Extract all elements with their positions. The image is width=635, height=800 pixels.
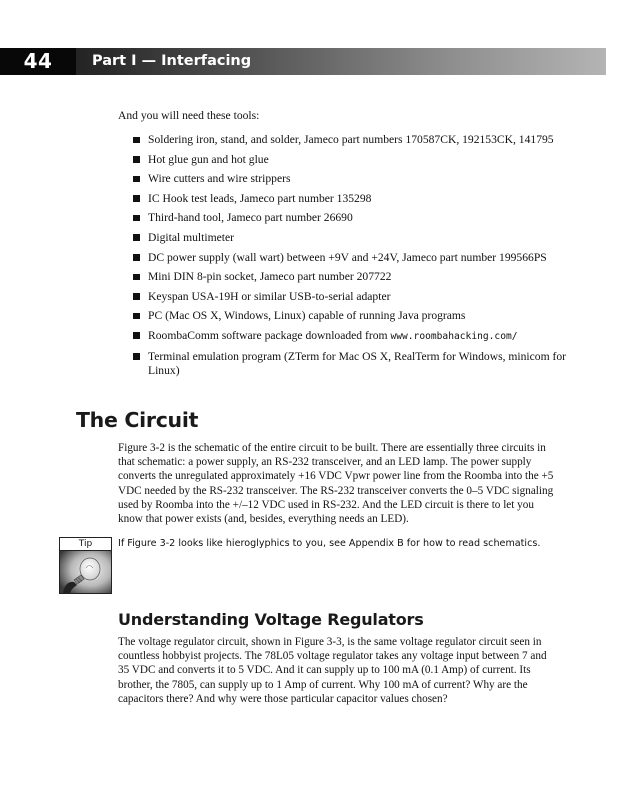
list-item — [133, 270, 573, 284]
list-item — [133, 192, 573, 206]
page-number: 44 — [0, 48, 76, 75]
list-item-text: Soldering iron, stand, and solder, Jameco part numbers 170587CK, 192153CK, 141795 — [148, 133, 554, 146]
list-item-text: Keyspan USA-19H or similar USB-to-serial adapter — [148, 289, 391, 303]
roombahacking-url[interactable]: www.roombahacking.com/ — [390, 330, 518, 342]
list-item-text: Third-hand tool, Jameco part number 26690 — [148, 211, 353, 225]
list-item-text: RoombaComm software package downloaded from — [148, 328, 391, 342]
bullet-icon — [133, 176, 140, 183]
list-item — [133, 133, 573, 147]
list-item — [133, 329, 573, 344]
list-item-text: Hot glue gun and hot glue — [148, 152, 269, 166]
bullet-icon — [133, 195, 140, 202]
subsection-heading: Understanding Voltage Regulators — [118, 610, 424, 629]
list-item — [133, 350, 573, 378]
bullet-icon — [133, 313, 140, 320]
list-item-text: IC Hook test leads, Jameco part number 135298 — [148, 191, 372, 205]
list-item — [133, 290, 573, 304]
tip-box — [59, 537, 112, 594]
list-item-text: Mini DIN 8-pin socket, Jameco part number 207722 — [148, 270, 392, 284]
bullet-icon — [133, 234, 140, 241]
list-item — [133, 309, 573, 323]
part-title: Part I — Interfacing — [92, 53, 252, 69]
section-paragraph: Figure 3-2 is the schematic of the entire circuit to be built. There are essentially three circuits in that schematic: a power supply, an RS-232 transceiver, and an LED lamp. The power supply converts the unregulated approximately +16 VDC Vpwr power line from the Roomba into the +5 VDC needed by the RS-232 transceiver. The RS-232 transceiver converts the 0–5 VDC signaling used by Roomba into the +/–12 VDC used in RS-232. And the LED circuit is there to let you know that power exists (and, besides, everything needs an LED). — [118, 442, 554, 526]
list-item-text: Terminal emulation program (ZTerm for Mac OS X, RealTerm for Windows, minicom for Linux) — [148, 349, 567, 377]
bullet-icon — [133, 215, 140, 222]
list-item-text: Digital multimeter — [148, 230, 234, 244]
tip-label: Tip — [60, 538, 111, 551]
bullet-icon — [133, 293, 140, 300]
list-item — [133, 172, 573, 186]
running-header-bar — [0, 48, 606, 75]
bullet-icon — [133, 274, 140, 281]
bullet-icon — [133, 332, 140, 339]
bullet-icon — [133, 353, 140, 360]
bullet-icon — [133, 137, 140, 144]
bullet-icon — [133, 156, 140, 163]
list-item — [133, 231, 573, 245]
list-item-text: PC (Mac OS X, Windows, Linux) capable of running Java programs — [148, 309, 466, 323]
subsection-paragraph: The voltage regulator circuit, shown in Figure 3-3, is the same voltage regulator circuit seen in countless hobbyist projects. The 78L05 voltage regulator takes any voltage input between 7 and 35 VDC and converts it to 5 VDC. And it can supply up to 100 mA (0.1 Amp) of current. Its brother, the 7805, can supply up to 1 Amp of current. Why 100 mA of current? Why are the capacitors there? And why were those particular capacitor values chosen? — [118, 636, 547, 705]
section-heading: The Circuit — [76, 408, 199, 432]
list-item-text: Wire cutters and wire strippers — [148, 172, 291, 186]
list-item — [133, 251, 573, 265]
list-item-text: DC power supply (wall wart) between +9V and +24V, Jameco part number 199566PS — [148, 250, 547, 264]
list-item — [133, 153, 573, 167]
lightbulb-icon — [60, 551, 111, 593]
bullet-icon — [133, 254, 140, 261]
tools-list — [133, 133, 573, 383]
list-item — [133, 211, 573, 225]
tip-text: If Figure 3-2 looks like hieroglyphics to you, see Appendix B for how to read schematics. — [118, 538, 541, 549]
intro-text: And you will need these tools: — [118, 109, 260, 122]
